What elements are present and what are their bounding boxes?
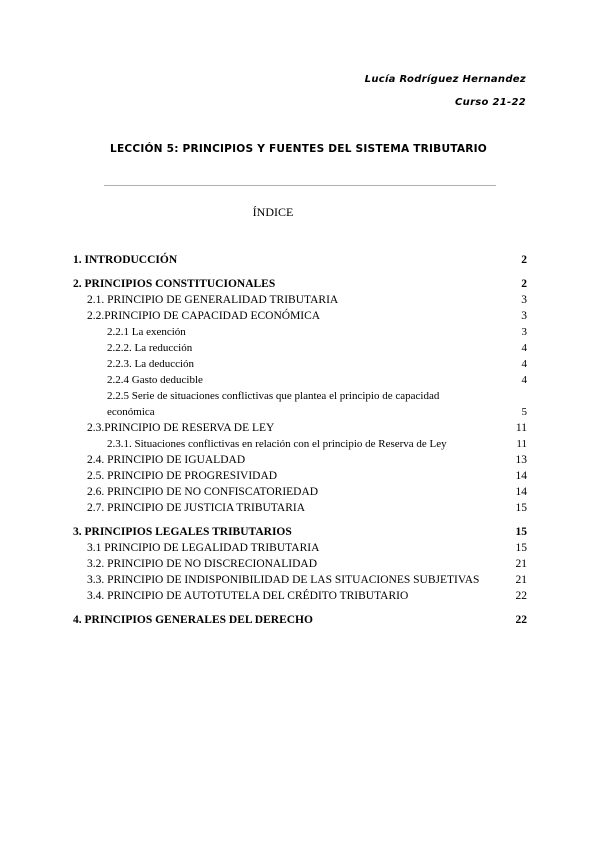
toc-entry-page: 3: [521, 310, 527, 322]
toc-entry[interactable]: [73, 468, 527, 484]
toc-entry-label: 2.4. PRINCIPIO DE IGUALDAD: [87, 454, 246, 466]
toc-entry-label: 2.5. PRINCIPIO DE PROGRESIVIDAD: [87, 470, 278, 482]
toc-entry-page: 14: [515, 470, 527, 482]
toc-entry-page: 13: [515, 454, 527, 466]
toc-entry[interactable]: [73, 572, 527, 588]
toc-entry-label: 2. PRINCIPIOS CONSTITUCIONALES: [73, 278, 276, 290]
toc-entry[interactable]: [73, 340, 527, 356]
toc-entry-label: 2.3.1. Situaciones conflictivas en relación con el principio de Reserva de Ley: [107, 438, 447, 450]
toc-entry[interactable]: [73, 252, 527, 268]
author-name: Lucía Rodríguez Hernandez: [364, 74, 526, 85]
toc-entry-label: 2.1. PRINCIPIO DE GENERALIDAD TRIBUTARIA: [87, 294, 339, 306]
toc-entry[interactable]: [73, 276, 527, 292]
toc-entry-page: 21: [515, 558, 527, 570]
header-divider: [104, 185, 496, 186]
toc-entry[interactable]: [73, 436, 527, 452]
toc-entry-page: 5: [521, 406, 527, 418]
toc-entry[interactable]: [73, 484, 527, 500]
toc-entry-label: 3.2. PRINCIPIO DE NO DISCRECIONALIDAD: [87, 558, 317, 570]
course-year: Curso 21-22: [455, 97, 526, 108]
toc-entry[interactable]: [73, 524, 527, 540]
toc-entry-label: 4. PRINCIPIOS GENERALES DEL DERECHO: [73, 614, 313, 626]
toc-entry[interactable]: [73, 372, 527, 388]
toc-entry[interactable]: [73, 612, 527, 628]
toc-entry-page: 14: [515, 486, 527, 498]
toc-entry-label: 2.6. PRINCIPIO DE NO CONFISCATORIEDAD: [87, 486, 319, 498]
toc-entry[interactable]: [73, 324, 527, 340]
toc-entry-label: 2.2.2. La reducción: [107, 342, 193, 354]
toc-entry-page: 3: [521, 326, 527, 338]
toc-entry-page: 2: [521, 278, 527, 290]
toc-entry-page: 4: [521, 374, 527, 386]
lesson-title: LECCIÓN 5: PRINCIPIOS Y FUENTES DEL SISTEMA TRIBUTARIO: [110, 143, 487, 155]
toc-entry-label: 3. PRINCIPIOS LEGALES TRIBUTARIOS: [73, 526, 292, 538]
toc-entry[interactable]: [73, 308, 527, 324]
toc-entry-label: 3.1 PRINCIPIO DE LEGALIDAD TRIBUTARIA: [87, 542, 320, 554]
toc-entry-page: 3: [521, 294, 527, 306]
toc-entry-label: 2.3.PRINCIPIO DE RESERVA DE LEY: [87, 422, 275, 434]
toc-entry-page: 11: [516, 438, 527, 450]
toc-entry-page: 22: [515, 590, 527, 602]
toc-entry[interactable]: [73, 588, 527, 604]
toc-entry[interactable]: [73, 556, 527, 572]
toc-entry[interactable]: [73, 420, 527, 436]
toc-entry-label: 3.3. PRINCIPIO DE INDISPONIBILIDAD DE LAS SITUACIONES SUBJETIVAS: [87, 574, 480, 586]
toc-entry-page: 2: [521, 254, 527, 266]
toc-entry[interactable]: [73, 292, 527, 308]
table-of-contents: [73, 252, 527, 628]
toc-entry-label: 2.7. PRINCIPIO DE JUSTICIA TRIBUTARIA: [87, 502, 306, 514]
toc-entry-page: 15: [515, 526, 527, 538]
toc-entry-label: 2.2.PRINCIPIO DE CAPACIDAD ECONÓMICA: [87, 310, 321, 322]
toc-entry[interactable]: [73, 356, 527, 372]
toc-entry[interactable]: [73, 452, 527, 468]
toc-entry-label: 2.2.1 La exención: [107, 326, 186, 338]
toc-entry-label: 3.4. PRINCIPIO DE AUTOTUTELA DEL CRÉDITO TRIBUTARIO: [87, 590, 409, 602]
toc-entry-page: 15: [515, 542, 527, 554]
toc-entry-page: 4: [521, 342, 527, 354]
toc-entry-label: 1. INTRODUCCIÓN: [73, 254, 178, 266]
toc-entry-label: 2.2.4 Gasto deducible: [107, 374, 203, 386]
toc-entry[interactable]: [73, 540, 527, 556]
index-title: ÍNDICE: [252, 205, 294, 219]
toc-entry[interactable]: [73, 388, 527, 420]
toc-entry-page: 15: [515, 502, 527, 514]
toc-entry-page: 4: [521, 358, 527, 370]
toc-entry-label: 2.2.3. La deducción: [107, 358, 195, 370]
toc-entry-page: 22: [515, 614, 527, 626]
toc-entry-page: 21: [515, 574, 527, 586]
toc-entry-label: 2.2.5 Serie de situaciones conflictivas que plantea el principio de capacidad económica: [107, 390, 440, 418]
toc-entry-page: 11: [515, 422, 527, 434]
toc-entry[interactable]: [73, 500, 527, 516]
